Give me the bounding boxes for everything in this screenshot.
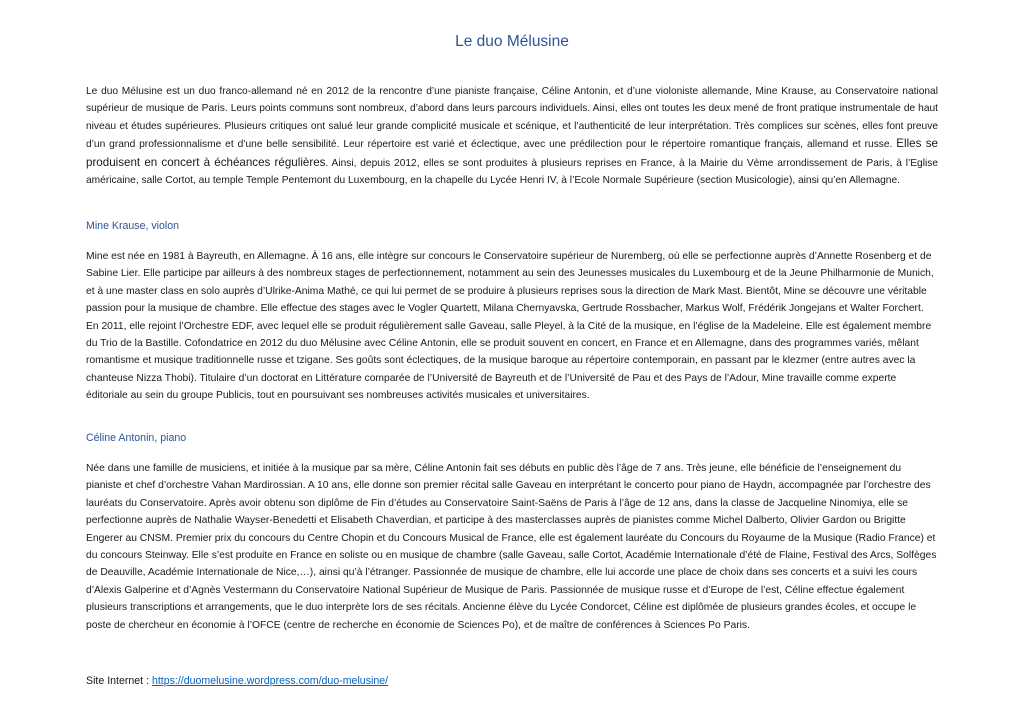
page-title: Le duo Mélusine [455,33,569,50]
document-page [86,0,938,725]
celine-bio-paragraph: Née dans une famille de musiciens, et initiée à la musique par sa mère, Céline Antonin fait ses débuts en public dès l’âge de 7 ans. Très jeune, elle bénéficie de l’enseignement du pianiste et chef d’orchestre Vahan Mardirossian. A 10 ans, elle donne son premier récital salle Gaveau en interprétant le concerto pour piano de Haydn, accompagnée par l’orchestre des lauréats du Conservatoire. Après avoir obtenu son diplôme de Fin d’études au Conservatoire Saint-Saëns de Paris à l’âge de 12 ans, dans la classe de Jacqueline Ninomiya, elle se perfectionne auprès de Nathalie Wayser-Benedetti et Elisabeth Chaverdian, et participe à des masterclasses auprès de pianistes comme Michel Dalberto, Olivier Gardon ou Brigitte Engerer au CNSM. Premier prix du concours du Centre Chopin et du Concours Musical de France, elle est également lauréate du Concours du Royaume de la Musique (Radio France) et du concours Steinway. Elle s’est produite en France en soliste ou en musique de chambre (salle Gaveau, salle Cortot, Académie Internationale d’été de Flaine, Festival des Arcs, Solfèges de Deauville, Académie Internationale de Nice,…), ainsi qu’à l’étranger. Passionnée de musique de chambre, elle lui accorde une place de choix dans ses concerts et a suivi les cours d’Alexis Galperine et d’Agnès Vestermann du Conservatoire National Supérieur de Musique de Paris. Passionnée de musique russe et d’Europe de l’est, Céline effectue également plusieurs transcriptions et arrangements, que le duo interprète lors de ses récitals. Ancienne élève du Lycée Condorcet, Céline est diplômée de plusieurs grandes écoles, et occupe le poste de chercheur en économie à l’OFCE (centre de recherche en économie de Sciences Po), et de maître de conférences à Sciences Po Paris. [86,463,937,631]
section-heading-mine: Mine Krause, violon [86,220,180,232]
mine-bio-paragraph: Mine est née en 1981 à Bayreuth, en Allemagne. À 16 ans, elle intègre sur concours le Conservatoire supérieur de Nuremberg, où elle se perfectionne auprès d’Annette Rosenberg et de Sabine Lier. Elle participe par ailleurs à des nombreux stages de perfectionnement, notamment au sein des Jeunesses musicales du Luxembourg et de la Jeune Philharmonie de Munich, et à une master class en solo auprès d’Ulrike-Anima Mathé, ce qui lui permet de se produire à plusieurs reprises sous la direction de Mark Mast. Bientôt, Mine se découvre une véritable passion pour la musique de chambre. Elle effectue des stages avec le Vogler Quartett, Milana Chernyavska, Gertrude Rossbacher, Markus Wolf, Frédérik Jongejans et Walter Forchert. En 2011, elle rejoint l’Orchestre EDF, avec lequel elle se produit régulièrement salle Gaveau, salle Pleyel, à la Cité de la musique, en l’église de la Madeleine. Elle est également membre du Trio de la Bastille. Cofondatrice en 2012 du duo Mélusine avec Céline Antonin, elle se produit souvent en concert, en France et en Allemagne, dans des programmes variés, mêlant romantisme et musique traditionnelle russe et tzigane. Ses goûts sont éclectiques, de la musique baroque au répertoire contemporain, en passant par le klezmer (entre autres avec la chanteuse Nizza Thobi). Titulaire d’un doctorat en Littérature comparée de l’Université de Bayreuth et de l’Université de Pau et des Pays de l’Adour, Mine travaille comme experte éditoriale au sein du groupe Publicis, tout en poursuivant ses nombreuses activités musicales et universitaires. [86,251,934,402]
intro-text-after: . Ainsi, depuis 2012, elles se sont produites à plusieurs reprises en France, à la Mairie du Vème arrondissement de Paris, à l’Eglise américaine, salle Cortot, au temple Temple Pentemont du Luxembourg, en la chapelle du Lycée Henri IV, à l’Ecole Normale Supérieure (section Musicologie), ainsi qu’en Allemagne. [86,157,938,187]
website-line [86,675,388,687]
intro-text-emphasis: Elles se produisent en concert à échéances régulières [86,137,938,169]
website-link[interactable]: https://duomelusine.wordpress.com/duo-melusine/ [151,675,389,687]
intro-text-before: Le duo Mélusine est un duo franco-allemand né en 2012 de la rencontre d’une pianiste française, Céline Antonin, et d’une violoniste allemande, Mine Krause, au Conservatoire national supérieur de musique de Paris. Leurs points communs sont nombreux, d’abord dans leurs parcours individuels. Ainsi, elles ont toutes les deux mené de front pratique instrumentale de haut niveau et études supérieures. Plusieurs critiques ont salué leur grande complicité musicale et scénique, et l’authenticité de leur interprétation. Très complices sur scènes, elles font preuve d’un grand professionnalisme et d’une belle sensibilité. Leur répertoire est varié et éclectique, avec une prédilection pour le répertoire romantique français, allemand et russe. [86,86,938,151]
intro-paragraph [86,83,938,189]
section-heading-celine: Céline Antonin, piano [86,432,187,444]
website-label: Site Internet : [86,675,152,687]
